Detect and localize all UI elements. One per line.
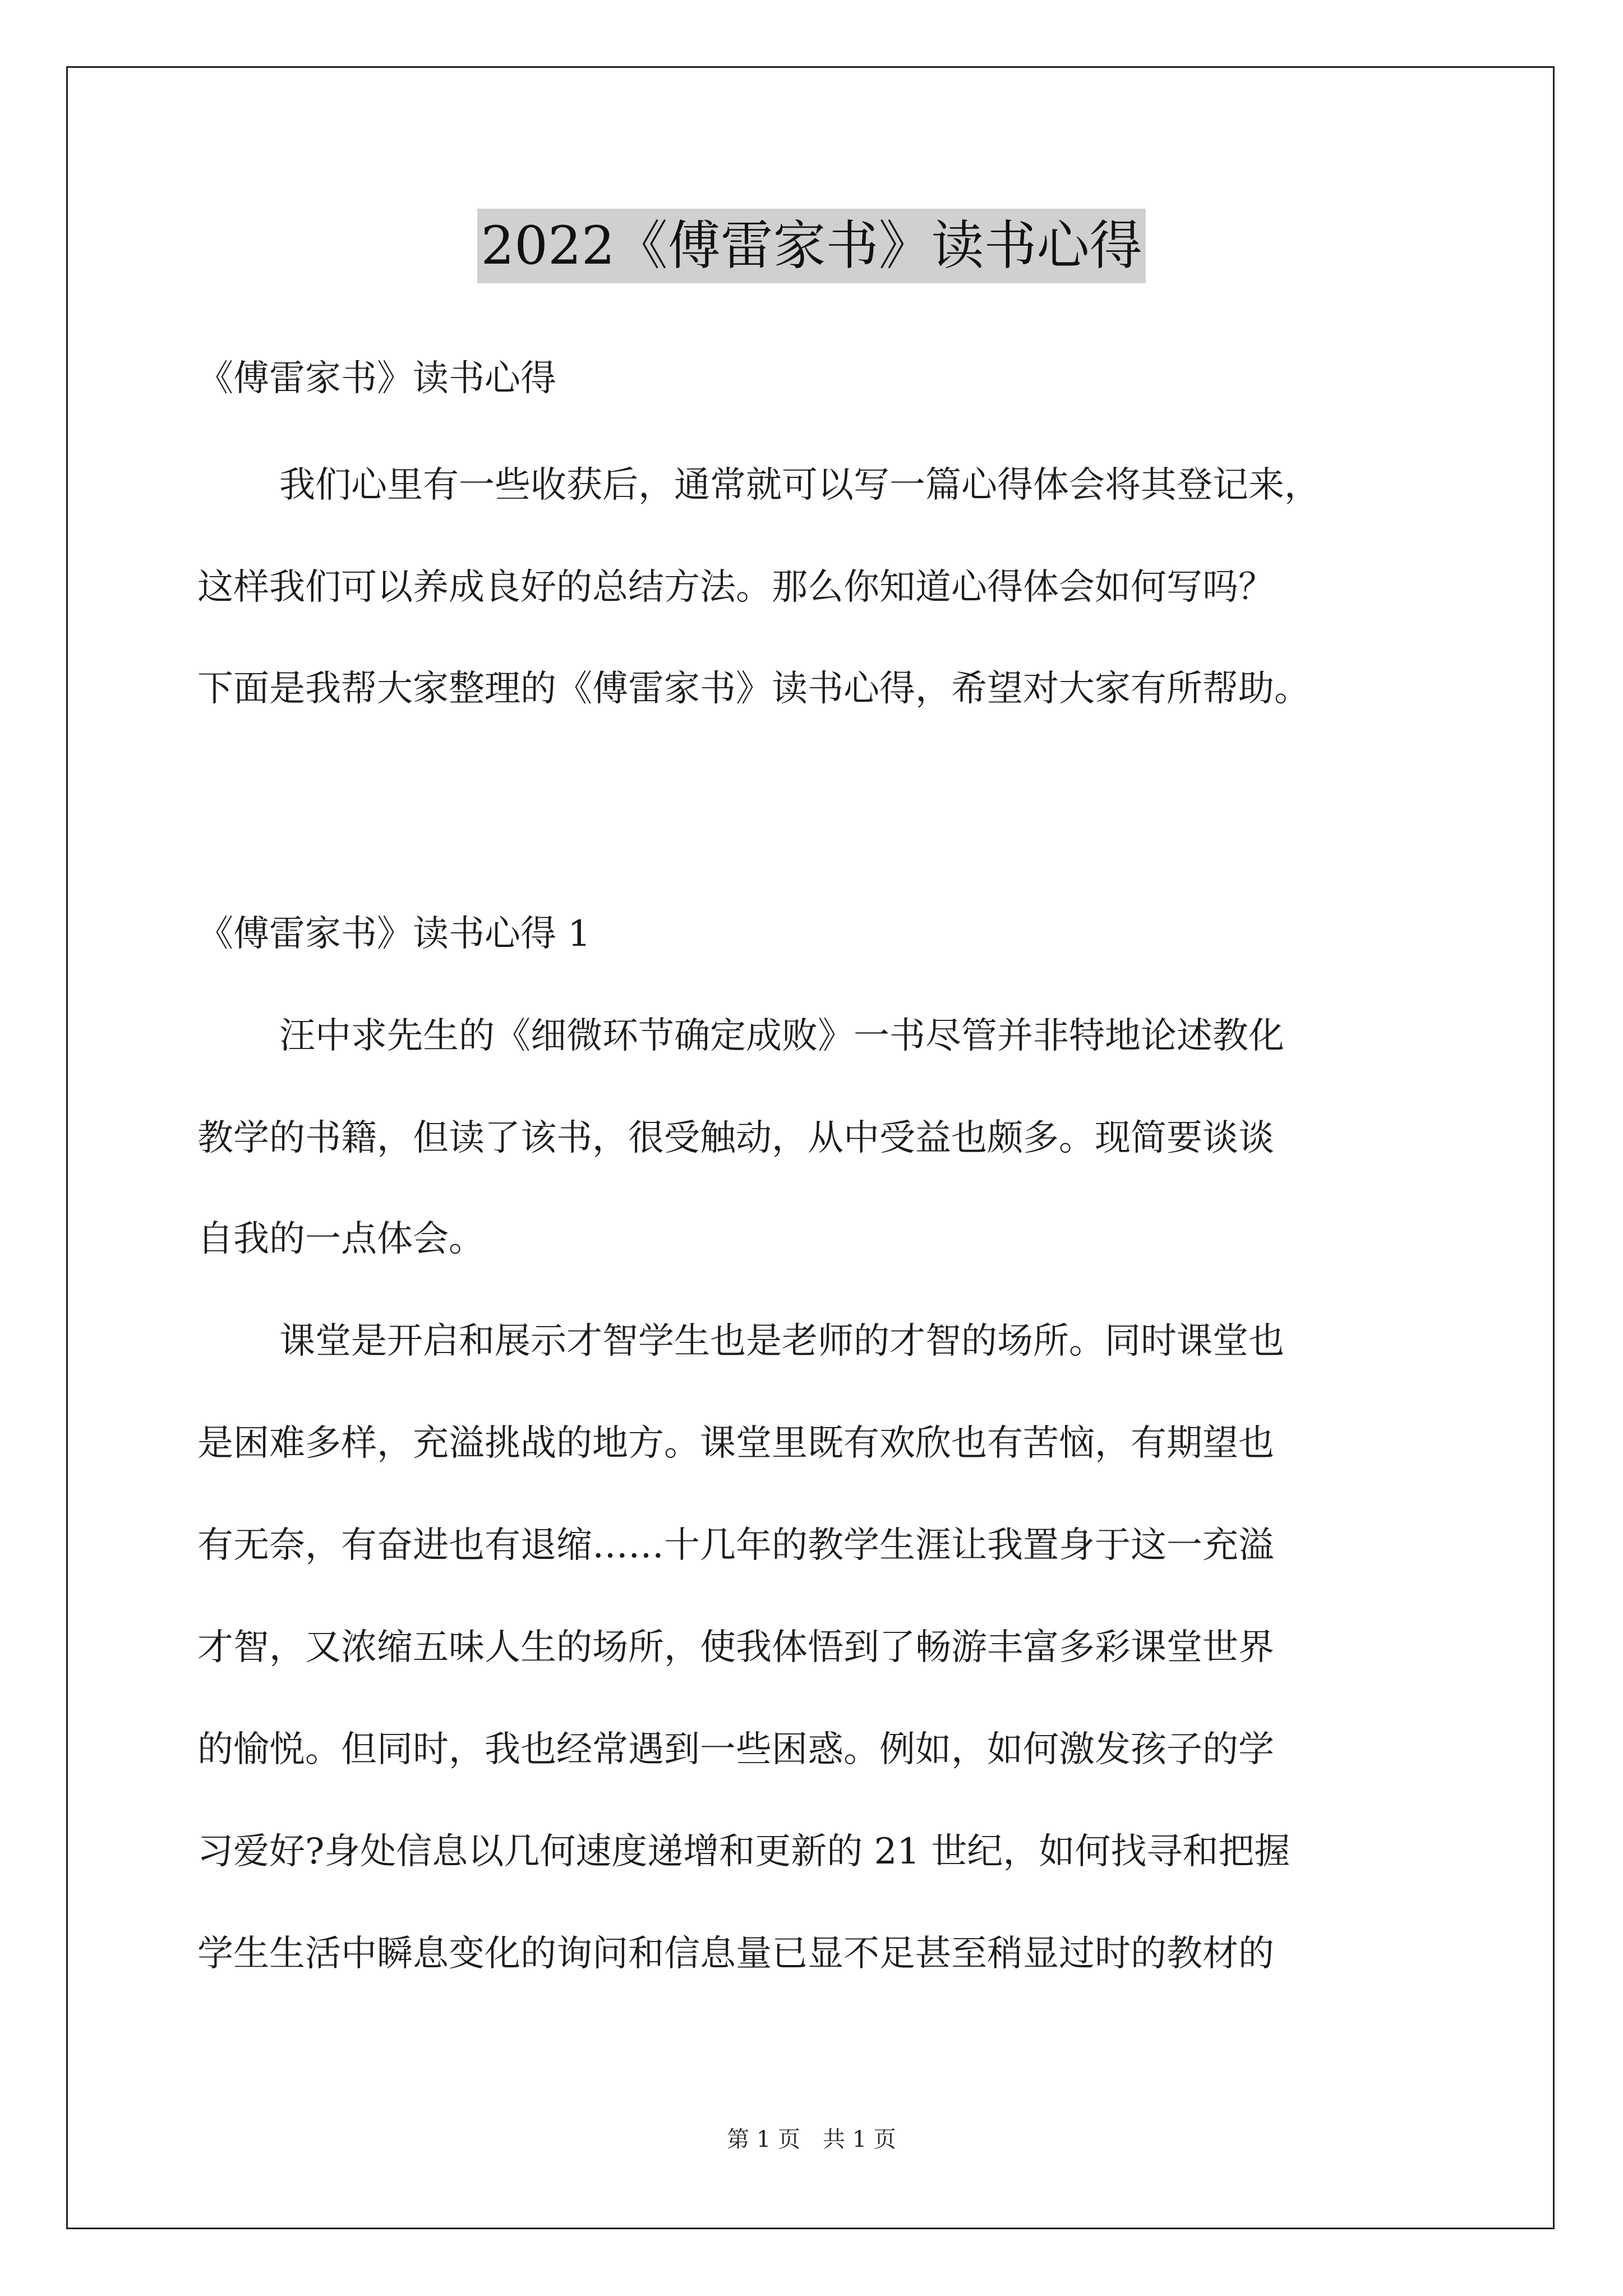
title-container bbox=[0, 209, 1623, 283]
paragraph-line: 有无奈，有奋进也有退缩……十几年的教学生涯让我置身于这一充溢 bbox=[197, 1525, 1274, 1566]
paragraph-line: 课堂是开启和展示才智学生也是老师的才智的场所。同时课堂也 bbox=[279, 1320, 1284, 1362]
paragraph-line: 才智，又浓缩五味人生的场所，使我体悟到了畅游丰富多彩课堂世界 bbox=[197, 1627, 1274, 1668]
page-number-footer: 第 1 页 共 1 页 bbox=[727, 2127, 896, 2152]
paragraph-line: 是困难多样，充溢挑战的地方。课堂里既有欢欣也有苦恼，有期望也 bbox=[197, 1423, 1274, 1464]
intro-line: 下面是我帮大家整理的《傅雷家书》读书心得，希望对大家有所帮助。 bbox=[197, 668, 1310, 710]
paragraph-line: 汪中求先生的《细微环节确定成败》一书尽管并非特地论述教化 bbox=[279, 1015, 1284, 1057]
intro-line: 我们心里有一些收获后，通常就可以写一篇心得体会将其登记来， bbox=[279, 464, 1320, 506]
intro-line: 这样我们可以养成良好的总结方法。那么你知道心得体会如何写吗？ bbox=[197, 567, 1274, 608]
paragraph-line: 的愉悦。但同时，我也经常遇到一些困惑。例如，如何激发孩子的学 bbox=[197, 1729, 1274, 1770]
document-title: 2022《傅雷家书》读书心得 bbox=[477, 209, 1145, 283]
paragraph-line: 教学的书籍，但读了该书，很受触动，从中受益也颇多。现简要谈谈 bbox=[197, 1117, 1274, 1159]
paragraph-line: 习爱好?身处信息以几何速度递增和更新的 21 世纪，如何找寻和把握 bbox=[197, 1831, 1290, 1872]
subtitle: 《傅雷家书》读书心得 bbox=[197, 358, 556, 399]
paragraph-line: 学生生活中瞬息变化的询问和信息量已显不足甚至稍显过时的教材的 bbox=[197, 1933, 1274, 1975]
section-heading: 《傅雷家书》读书心得 1 bbox=[197, 913, 591, 955]
paragraph-line: 自我的一点体会。 bbox=[197, 1218, 485, 1260]
